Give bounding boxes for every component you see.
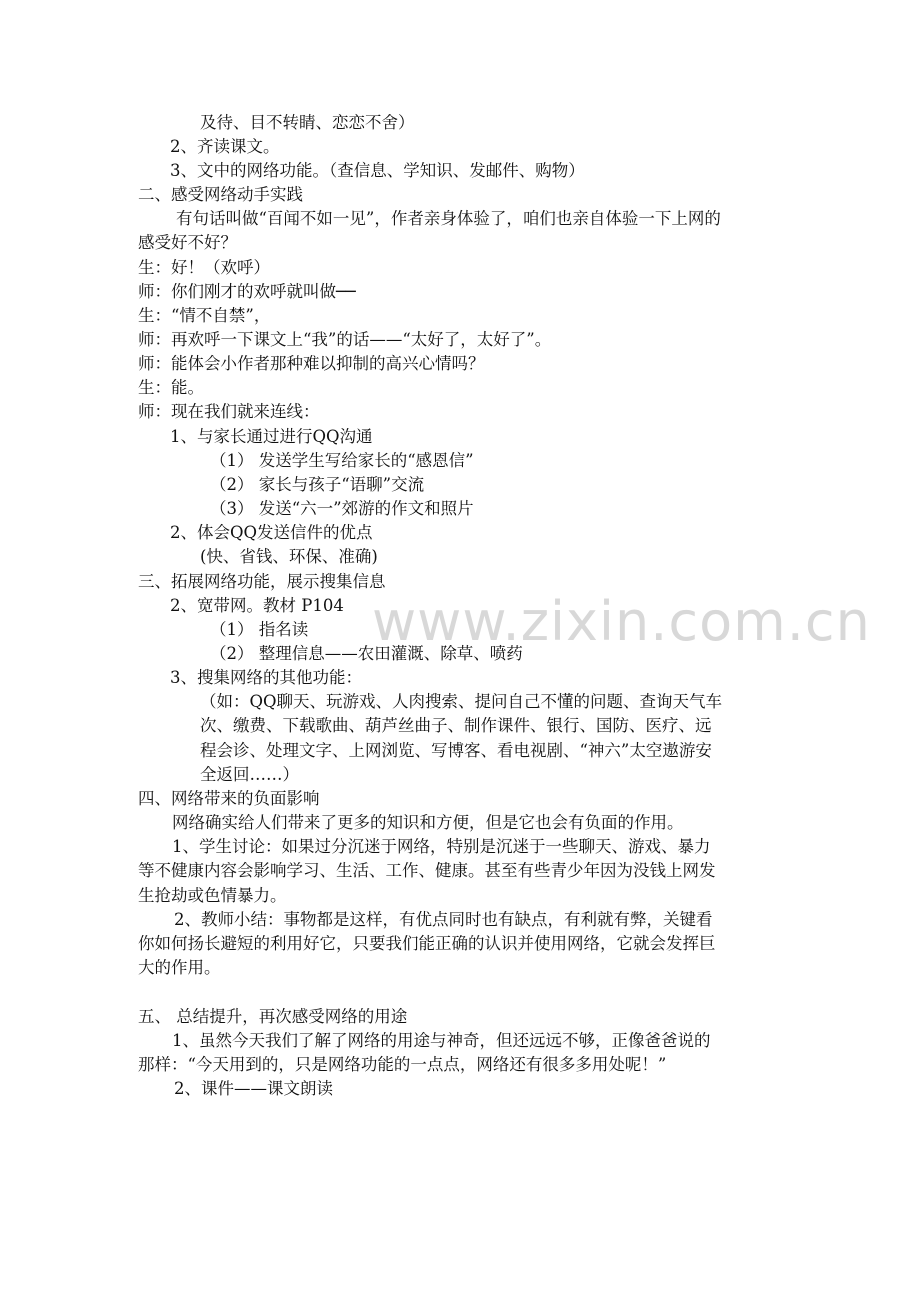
dialogue-line: 生：好！（欢呼） (138, 258, 270, 277)
text-line: 程会诊、处理文字、上网浏览、写博客、看电视剧、“神六”太空遨游安 (200, 741, 712, 760)
text-line: (快、省钱、环保、准确) (200, 547, 378, 566)
sub-list-item: （1） 发送学生写给家长的“感恩信” (210, 451, 474, 470)
text-line: 全返回……） (200, 765, 299, 784)
dialogue-line: 师：你们刚才的欢呼就叫做── (138, 282, 356, 301)
section-heading: 三、拓展网络功能，展示搜集信息 (138, 572, 386, 591)
sub-list-item: （2） 整理信息——农田灌溉、除草、喷药 (210, 644, 523, 663)
dialogue-line: 生：能。 (138, 378, 204, 397)
list-item: 2、课件——课文朗读 (174, 1079, 333, 1098)
list-item: 3、搜集网络的其他功能： (170, 668, 362, 687)
paragraph-line: 2、教师小结：事物都是这样，有优点同时也有缺点，有利就有弊，关键看 (174, 910, 713, 929)
watermark: www.zixin.com.cn (372, 590, 871, 653)
paragraph-line: 网络确实给人们带来了更多的知识和方便，但是它也会有负面的作用。 (172, 813, 684, 832)
text-line: （如：QQ聊天、玩游戏、人肉搜索、提问自己不懂的问题、查询天气车 (200, 692, 723, 711)
paragraph-line: 感受好不好？ (138, 233, 237, 252)
sub-list-item: （1） 指名读 (210, 620, 309, 639)
list-item: 1、与家长通过进行QQ沟通 (170, 427, 373, 446)
paragraph-line: 1、学生讨论：如果过分沉迷于网络，特别是沉迷于一些聊天、游戏、暴力 (172, 837, 711, 856)
paragraph-line: 那样：“今天用到的，只是网络功能的一点点，网络还有很多多用处呢！” (138, 1055, 667, 1074)
paragraph-line: 生抢劫或色情暴力。 (138, 886, 287, 905)
list-item: 2、宽带网。教材 P104 (170, 596, 344, 615)
text-line: 次、缴费、下载歌曲、葫芦丝曲子、制作课件、银行、国防、医疗、远 (200, 716, 712, 735)
section-heading: 五、 总结提升，再次感受网络的用途 (138, 1007, 408, 1026)
section-heading: 四、网络带来的负面影响 (138, 789, 320, 808)
paragraph-line: 等不健康内容会影响学习、生活、工作、健康。甚至有些青少年因为没钱上网发 (138, 861, 716, 880)
list-item: 2、齐读课文。 (170, 137, 280, 156)
paragraph-line: 大的作用。 (138, 958, 221, 977)
section-heading: 二、感受网络动手实践 (138, 185, 303, 204)
list-item: 3、文中的网络功能。（查信息、学知识、发邮件、购物） (170, 161, 585, 180)
sub-list-item: （3） 发送“六一”郊游的作文和照片 (210, 499, 474, 518)
dialogue-line: 师：现在我们就来连线： (138, 402, 320, 421)
dialogue-line: 生：“情不自禁”， (138, 306, 271, 325)
paragraph-line: 有句话叫做“百闻不如一见”，作者亲身体验了，咱们也亲自体验一下上网的 (176, 209, 721, 228)
dialogue-line: 师：再欢呼一下课文上“我”的话——“太好了，太好了”。 (138, 330, 552, 349)
paragraph-line: 1、虽然今天我们了解了网络的用途与神奇，但还远远不够，正像爸爸说的 (172, 1031, 711, 1050)
dialogue-line: 师：能体会小作者那种难以抑制的高兴心情吗？ (138, 354, 485, 373)
text-line: 及待、目不转睛、恋恋不舍） (200, 113, 415, 132)
paragraph-line: 你如何扬长避短的利用好它，只要我们能正确的认识并使用网络，它就会发挥巨 (138, 934, 716, 953)
sub-list-item: （2） 家长与孩子“语聊”交流 (210, 475, 425, 494)
list-item: 2、体会QQ发送信件的优点 (170, 523, 373, 542)
